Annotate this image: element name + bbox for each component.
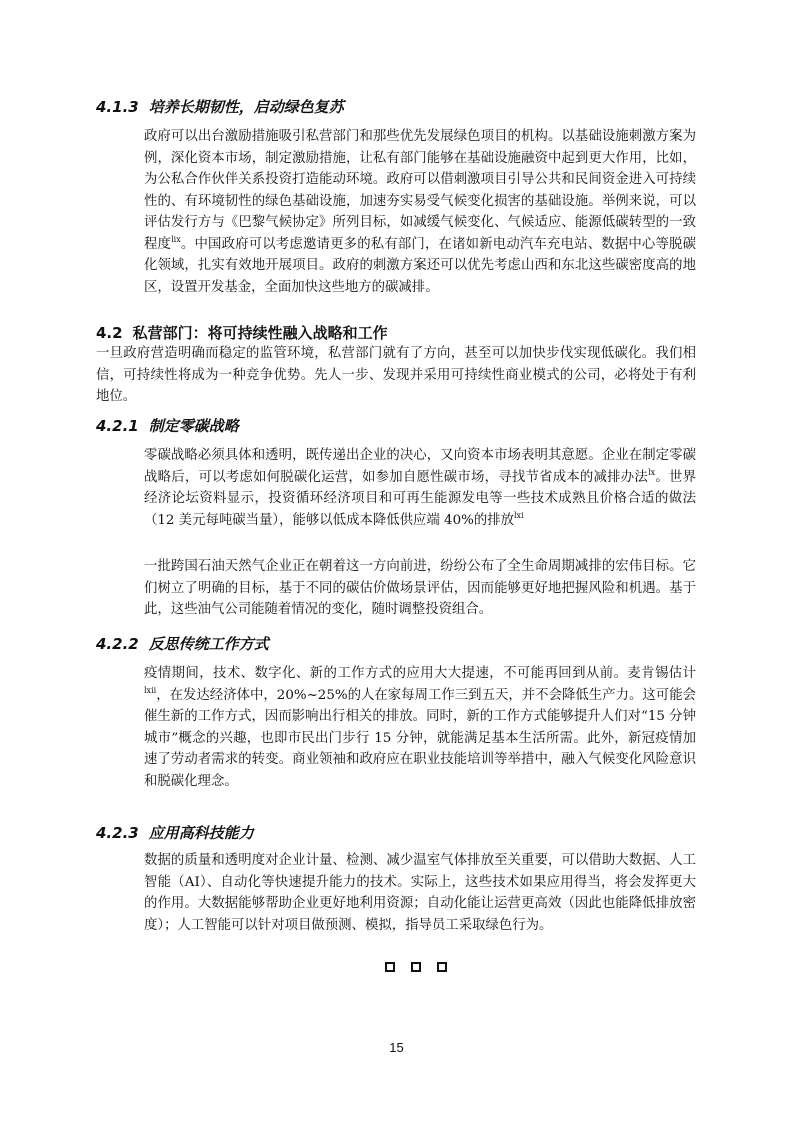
section-number: 4.2.1 [96, 417, 139, 435]
paragraph-4-1-3: 政府可以出台激励措施吸引私营部门和那些优先发展绿色项目的机构。以基础设施刺激方案为例，深化资本市场，制定激励措施，让私有部门能够在基础设施融资中起到更大作用，比如，为公私合作伙伴关系投资打造能动环境。政府可以借刺激项目引导公共和民间资金进入可持续性的、有环境韧性的绿色基础设施，加速夯实易受气候变化损害的基础设施。举例来说，可以评估发行方与《巴黎气候协定》所列目标，如减缓气候变化、气候适应、能源低碳转型的一致程度$^{lix}$。中国政府可以考虑邀请更多的私有部门，在诸如新电动汽车充电站、数据中心等脱碳化领域，扎实有效地开展项目。政府的刺激方案还可以优先考虑山西和东北这些碳密度高的地区，设置开发基金，全面加快这些地方的碳减排。 [144, 129, 697, 295]
heading-4-1-3 [96, 96, 344, 117]
footnote-ref: lxi [514, 510, 524, 520]
square-icon [411, 962, 421, 972]
paragraph-4-2-1-a: 零碳战略必须具体和透明，既传递出企业的决心，又向资本市场表明其意愿。企业在制定零碳战略后，可以考虑如何脱碳化运营，如参加自愿性碳市场，寻找节省成本的减排办法$^{lx}$。世界经济论坛资料显示，投资循环经济项目和可再生能源发电等一些技术成熟且价格合适的做法（12 美元每吨碳当量），能够以低成本降低供应端 40%的排放$^{lxi}$ [144, 448, 697, 528]
section-title: 私营部门：将可持续性融入战略和工作 [132, 324, 388, 342]
section-title: 应用高科技能力 [148, 824, 254, 842]
section-number: 4.1.3 [96, 98, 139, 116]
section-number: 4.2.2 [96, 635, 139, 653]
footnote-ref: lix [171, 234, 181, 244]
footnote-ref: lx [648, 467, 656, 477]
square-icon [385, 962, 395, 972]
section-title: 反思传统工作方式 [148, 635, 269, 653]
section-title: 培养长期韧性，启动绿色复苏 [148, 98, 344, 116]
heading-4-2 [96, 322, 388, 343]
paragraph-4-2-3: 数据的质量和透明度对企业计量、检测、减少温室气体排放至关重要，可以借助大数据、人工智能（AI）、自动化等快速提升能力的技术。实际上，这些技术如果应用得当，将会发挥更大的作用。大数据能够帮助企业更好地利用资源；自动化能让运营更高效（因此也能降低排放密度）；人工智能可以针对项目做预测、模拟，指导员工采取绿色行为。 [144, 853, 696, 933]
paragraph-4-2-2: 疫情期间，技术、数字化、新的工作方式的应用大大提速，不可能再回到从前。麦肯锡估计$^{lxii}$，在发达经济体中，20%~25%的人在家每周工作三到五天，并不会降低生产力。这可能会催生新的工作方式，因而影响出行相关的排放。同时，新的工作方式能够提升人们对“15 分钟城市”概念的兴趣，也即市民出门步行 15 分钟，就能满足基本生活所需。此外，新冠疫情加速了劳动者需求的转变。商业领袖和政府应在职业技能培训等举措中，融入气候变化风险意识和脱碳化理念。 [144, 666, 696, 789]
heading-4-2-1 [96, 415, 239, 436]
section-title: 制定零碳战略 [148, 417, 239, 435]
paragraph-4-2: 一旦政府营造明确而稳定的监管环境，私营部门就有了方向，甚至可以加快步伐实现低碳化。我们相信，可持续性将成为一种竞争优势。先人一步、发现并采用可持续性商业模式的公司，必将处于有利地位。 [96, 346, 696, 404]
section-number: 4.2 [96, 324, 123, 342]
section-number: 4.2.3 [96, 824, 139, 842]
paragraph-4-2-1-b: 一批跨国石油天然气企业正在朝着这一方向前进，纷纷公布了全生命周期减排的宏伟目标。它们树立了明确的目标，基于不同的碳估价做场景评估，因而能够更好地把握风险和机遇。基于此，这些油气公司能随着情况的变化，随时调整投资组合。 [144, 559, 696, 617]
end-mark [385, 962, 465, 972]
page-number: 15 [389, 1040, 404, 1055]
heading-4-2-2 [96, 633, 269, 654]
heading-4-2-3 [96, 822, 254, 843]
square-icon [437, 962, 447, 972]
footnote-ref: lxii [144, 685, 157, 695]
